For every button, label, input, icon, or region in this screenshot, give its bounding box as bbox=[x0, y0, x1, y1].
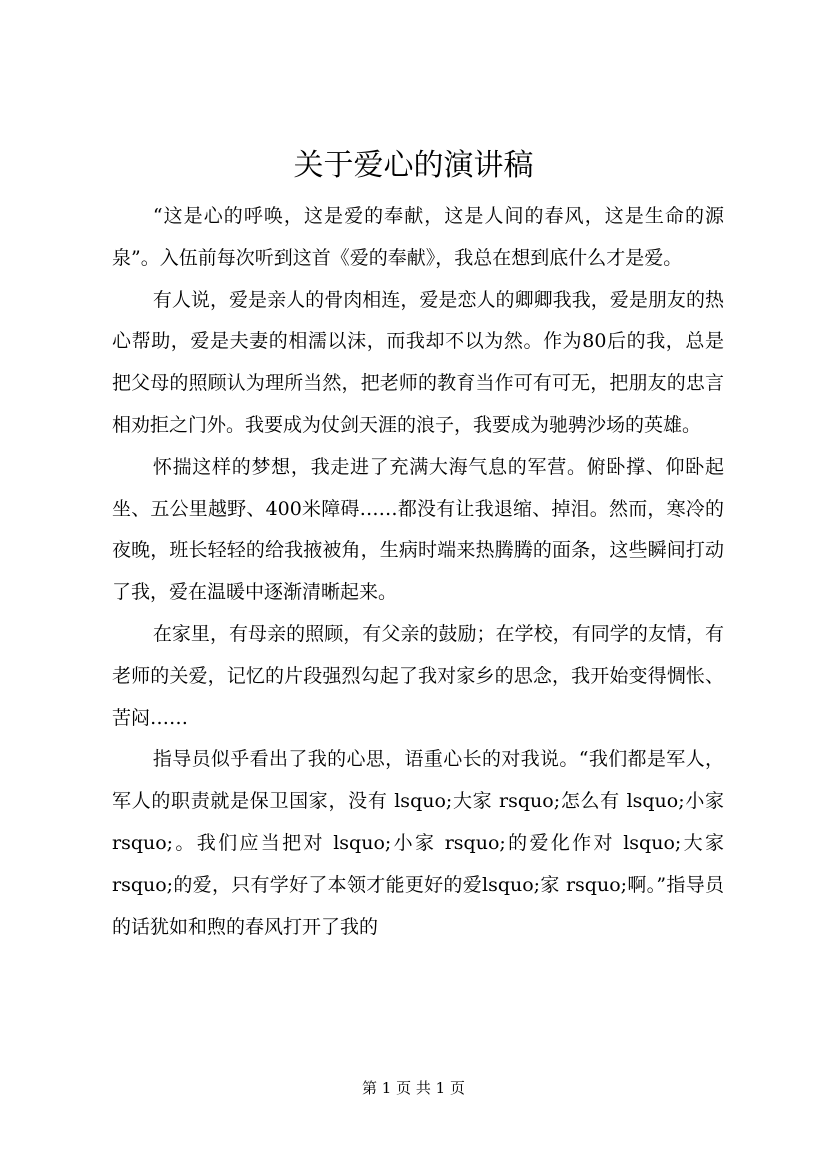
paragraph: “这是心的呼唤，这是爱的奉献，这是人间的春风，这是生命的源泉”。入伍前每次听到这首《爱的奉献》，我总在想到底什么才是爱。 bbox=[112, 205, 724, 269]
paragraph: 在家里，有母亲的照顾，有父亲的鼓励；在学校，有同学的友情，有老师的关爱，记忆的片段强烈勾起了我对家乡的思念，我开始变得惆怅、苦闷…… bbox=[112, 622, 724, 729]
paragraph: 怀揣这样的梦想，我走进了充满大海气息的军营。俯卧撑、仰卧起坐、五公里越野、400米障碍……都没有让我退缩、掉泪。然而，寒冷的夜晚，班长轻轻的给我掖被角，生病时端来热腾腾的面条，这些瞬间打动了我，爱在温暖中逐渐清晰起来。 bbox=[112, 455, 724, 604]
page-footer: 第 1 页 共 1 页 bbox=[362, 1079, 465, 1097]
document-body bbox=[112, 196, 724, 948]
paragraph: 有人说，爱是亲人的骨肉相连，爱是恋人的卿卿我我，爱是朋友的热心帮助，爱是夫妻的相濡以沫，而我却不以为然。作为80后的我，总是把父母的照顾认为理所当然，把老师的教育当作可有可无，把朋友的忠言相劝拒之门外。我要成为仗剑天涯的浪子，我要成为驰骋沙场的英雄。 bbox=[112, 288, 724, 436]
document-title: 关于爱心的演讲稿 bbox=[293, 148, 534, 183]
paragraph: 指导员似乎看出了我的心思，语重心长的对我说。“我们都是军人，军人的职责就是保卫国家，没有 lsquo;大家 rsquo;怎么有 lsquo;小家 rsquo;。我们应当把对 lsquo;小家 rsquo;的爱化作对 lsquo;大家 rsquo;的爱，只有学好了本领才能更好的爱lsquo;家 rsquo;啊。”指导员的话犹如和煦的春风打开了我的 bbox=[112, 748, 724, 938]
